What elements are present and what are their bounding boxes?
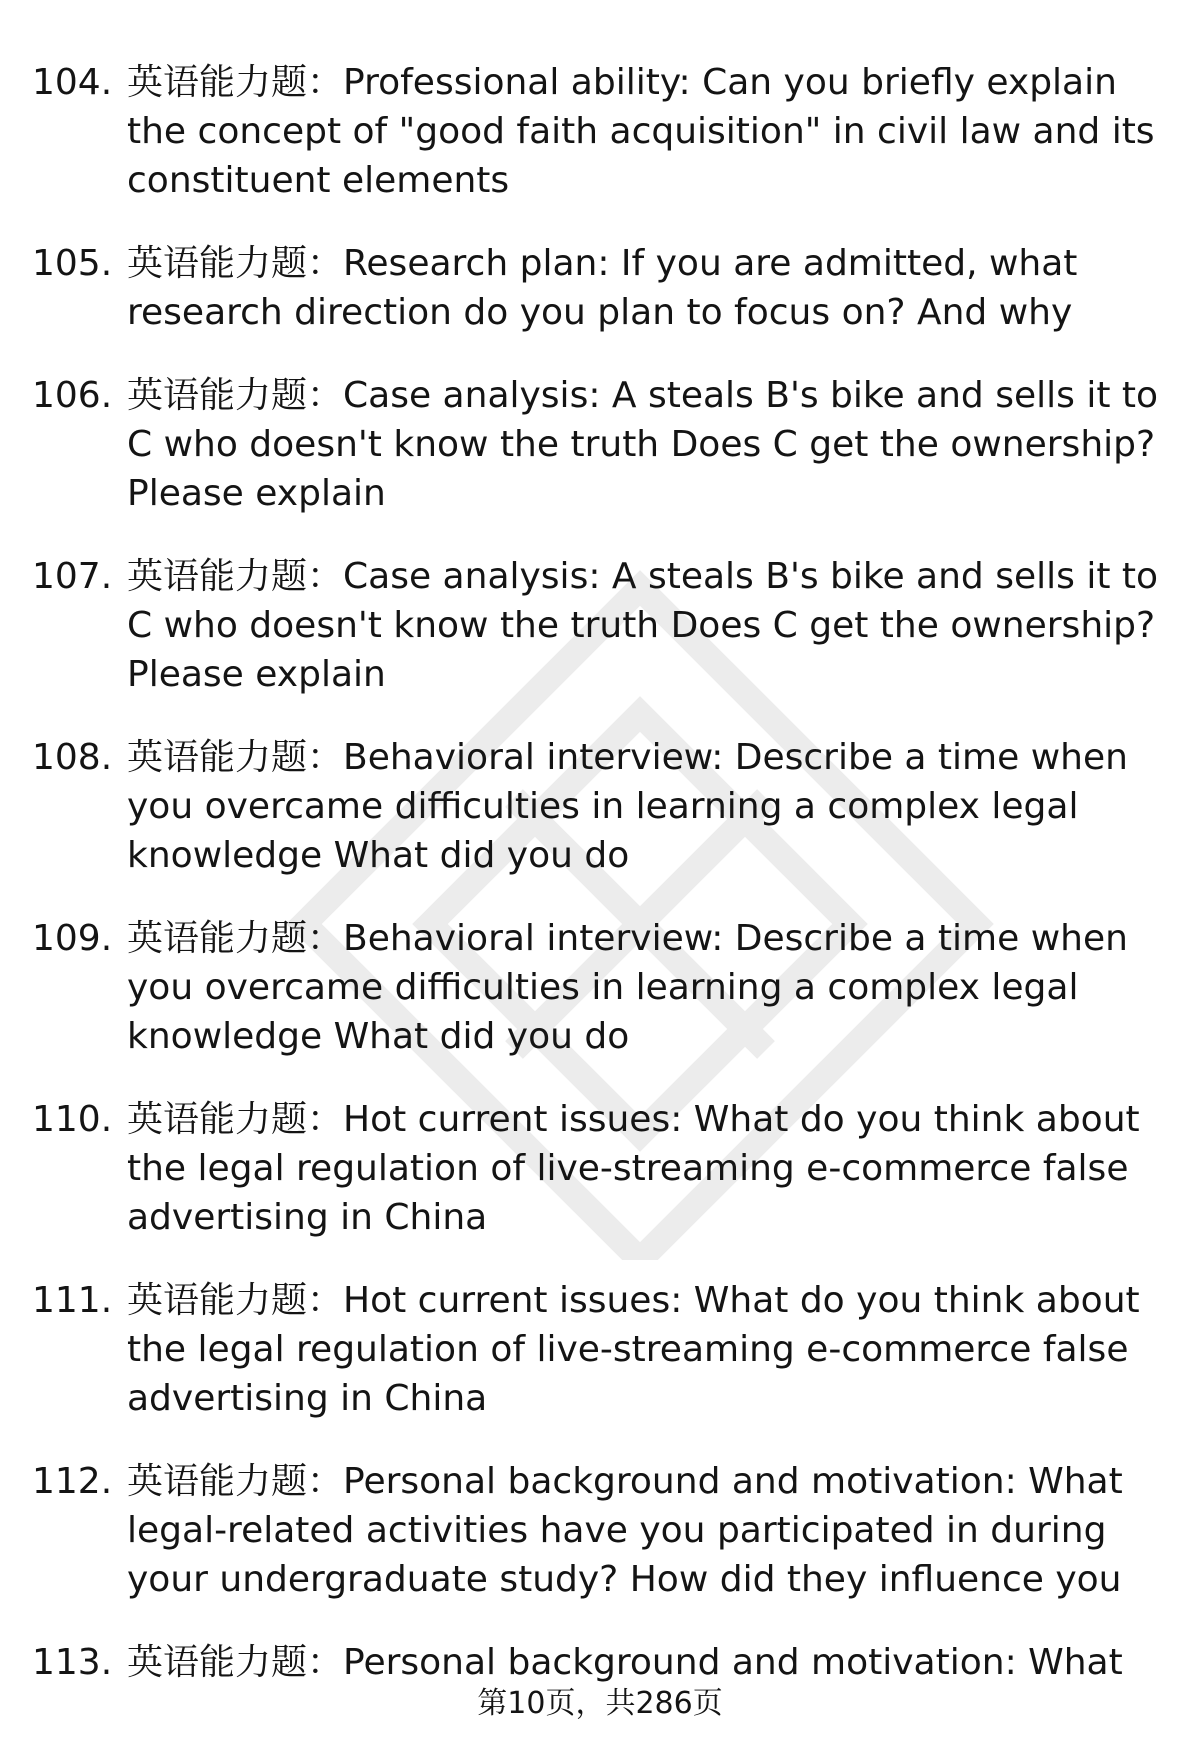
question-body [127,371,1167,518]
question-body [127,552,1167,699]
question-number: 106. [32,375,113,416]
question-item [0,733,1200,880]
question-text: Hot current issues: What do you think about the legal regulation of live-streaming e-commerce false advertising in China [127,1280,1140,1419]
question-text: Behavioral interview: Describe a time when you overcame difficulties in learning a complex legal knowledge What did you do [127,918,1128,1057]
question-text: Personal background and motivation: What [343,1642,1123,1683]
question-item [0,1276,1200,1423]
question-item [0,58,1200,205]
question-category: 英语能力题： [127,1461,344,1502]
question-number: 104. [32,62,113,103]
question-number: 110. [32,1099,113,1140]
question-category: 英语能力题： [127,243,344,284]
question-number: 111. [32,1280,113,1321]
question-body [127,1638,1167,1687]
question-category: 英语能力题： [127,375,344,416]
question-text: Hot current issues: What do you think about the legal regulation of live-streaming e-commerce false advertising in China [127,1099,1140,1238]
question-item [0,1457,1200,1604]
question-item [0,371,1200,518]
question-body [127,1095,1167,1242]
question-category: 英语能力题： [127,1099,344,1140]
question-body [127,914,1167,1061]
question-body [127,1457,1167,1604]
question-body [127,733,1167,880]
question-number: 113. [32,1642,113,1683]
page-number: 第10页，共286页 [477,1686,723,1721]
question-body [127,239,1167,337]
question-body [127,1276,1167,1423]
question-category: 英语能力题： [127,62,344,103]
question-category: 英语能力题： [127,918,344,959]
question-text: Behavioral interview: Describe a time when you overcame difficulties in learning a complex legal knowledge What did you do [127,737,1128,876]
question-text: Professional ability: Can you briefly explain the concept of "good faith acquisition" in civil law and its constituent elements [127,62,1155,201]
question-text: Case analysis: A steals B's bike and sells it to C who doesn't know the truth Does C get the ownership? Please explain [127,375,1159,514]
question-item [0,1095,1200,1242]
question-list [0,58,1200,1721]
question-text: Research plan: If you are admitted, what research direction do you plan to focus on? And why [127,243,1078,333]
question-category: 英语能力题： [127,1642,344,1683]
question-number: 107. [32,556,113,597]
question-item [0,1638,1200,1687]
question-text: Case analysis: A steals B's bike and sells it to C who doesn't know the truth Does C get the ownership? Please explain [127,556,1159,695]
question-category: 英语能力题： [127,556,344,597]
question-body [127,58,1167,205]
question-category: 英语能力题： [127,737,344,778]
question-number: 108. [32,737,113,778]
question-item [0,239,1200,337]
question-category: 英语能力题： [127,1280,344,1321]
question-number: 112. [32,1461,113,1502]
question-text: Personal background and motivation: What legal-related activities have you participated in during your undergraduate study? How did they influence you [127,1461,1123,1600]
question-item [0,914,1200,1061]
question-number: 109. [32,918,113,959]
question-number: 105. [32,243,113,284]
question-item [0,552,1200,699]
